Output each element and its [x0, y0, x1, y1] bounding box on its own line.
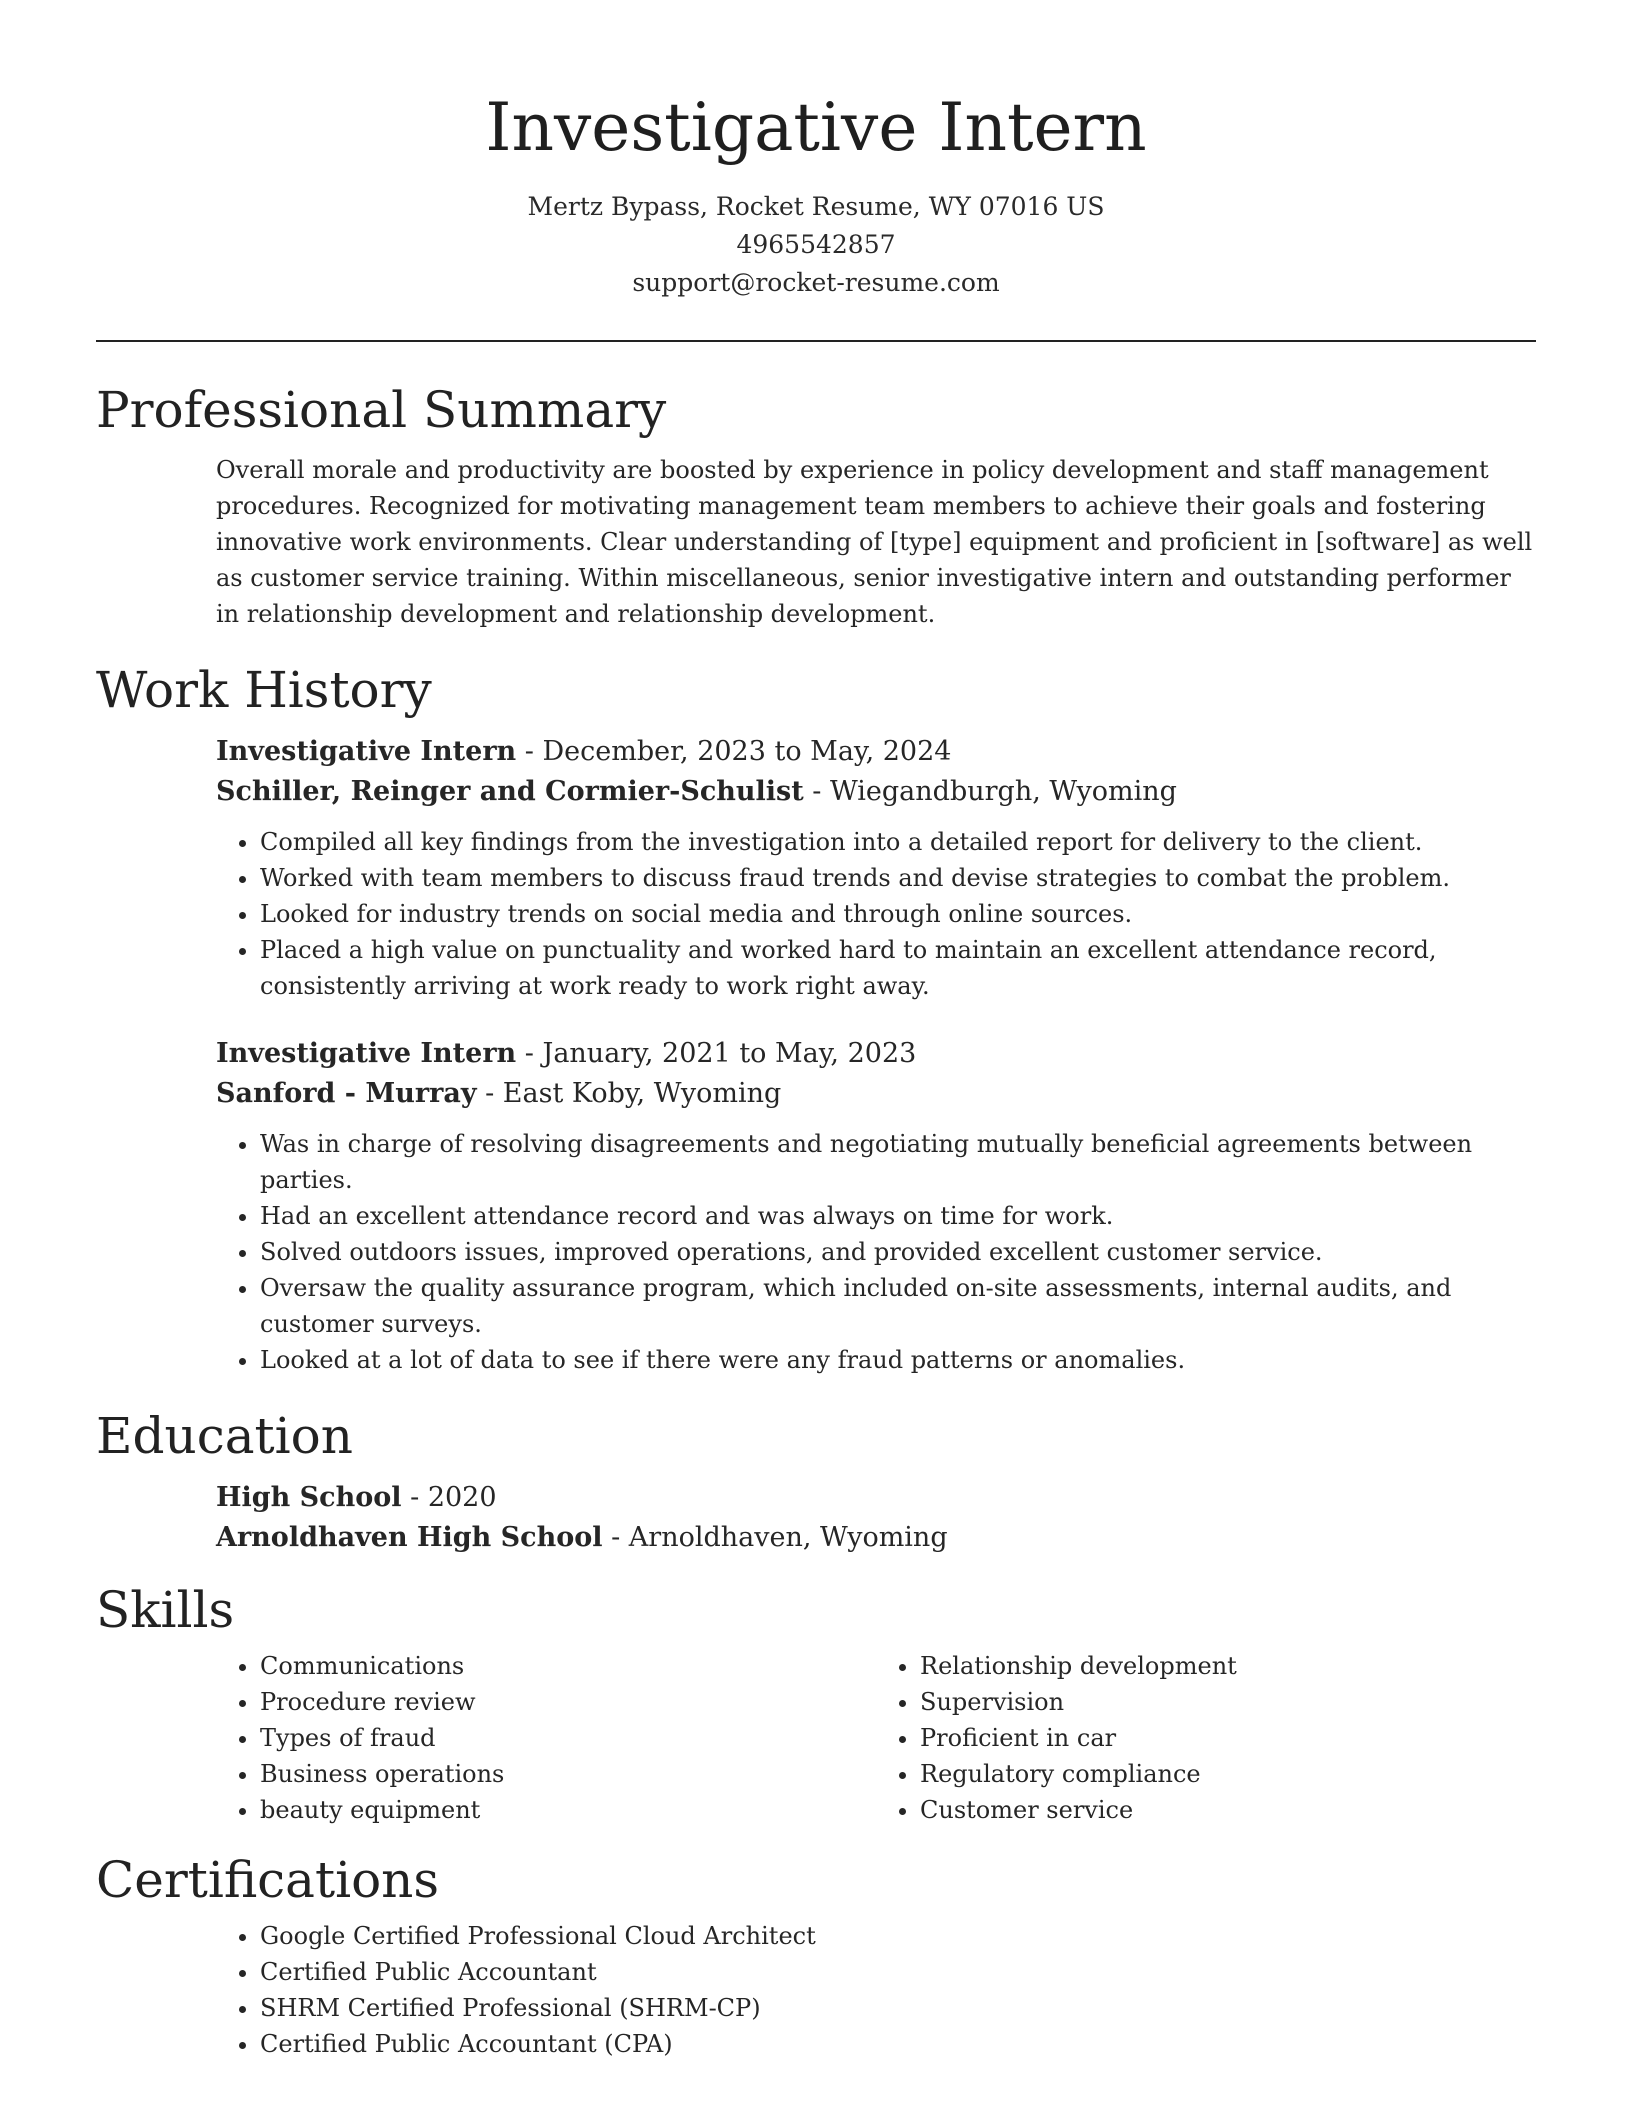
list-item: • Placed a high value on punctuality and worked hard to maintain an excellent attendance record, consistently arriving at work ready to work right away.	[260, 932, 1536, 1004]
education-school-line	[216, 1518, 1536, 1558]
job-entry	[216, 732, 1536, 1004]
candidate-name: Investigative Intern	[485, 89, 1147, 166]
education-location: - Arnoldhaven, Wyoming	[602, 1522, 948, 1553]
job-title-line	[216, 1034, 1536, 1074]
education-degree: High School	[216, 1482, 402, 1513]
summary-heading: Professional Summary	[96, 381, 667, 439]
contact-email: support@rocket-resume.com	[632, 268, 1000, 297]
job-location: - Wiegandburgh, Wyoming	[803, 776, 1177, 807]
contact-phone: 4965542857	[736, 230, 896, 259]
skills-grid	[216, 1648, 1536, 1828]
list-item: • beauty equipment	[260, 1792, 876, 1828]
list-item: • Had an excellent attendance record and was always on time for work.	[260, 1198, 1536, 1234]
education-degree-line	[216, 1478, 1536, 1518]
work-history-section	[96, 658, 1536, 1378]
list-item: • Was in charge of resolving disagreements and negotiating mutually beneficial agreements between parties.	[260, 1126, 1536, 1198]
skills-section	[96, 1578, 1536, 1828]
list-item: • Looked for industry trends on social media and through online sources.	[260, 896, 1536, 932]
list-item: • Supervision	[920, 1684, 1536, 1720]
list-item: • Procedure review	[260, 1684, 876, 1720]
list-item: • Certified Public Accountant (CPA)	[260, 2026, 1536, 2062]
list-item: • Types of fraud	[260, 1720, 876, 1756]
job-company: Sanford - Murray	[216, 1078, 477, 1109]
summary-section	[96, 378, 1536, 632]
list-item: • Proficient in car	[920, 1720, 1536, 1756]
summary-text: Overall morale and productivity are boosted by experience in policy development and staff management procedures. Recognized for motivating management team members to achieve their goals and fostering innovative work environments. Clear understanding of [type] equipment and proficient in [software] as well as customer service training. Within miscellaneous, senior investigative intern and outstanding performer in relationship development and relationship development.	[216, 456, 1533, 628]
list-item: • Certified Public Accountant	[260, 1954, 1536, 1990]
certifications-section	[96, 1848, 1536, 2062]
job-entry	[216, 1034, 1536, 1378]
list-item: • Communications	[260, 1648, 876, 1684]
list-item: • Customer service	[920, 1792, 1536, 1828]
job-location: - East Koby, Wyoming	[476, 1078, 782, 1109]
list-item: • SHRM Certified Professional (SHRM-CP)	[260, 1990, 1536, 2026]
work-history-heading: Work History	[96, 661, 432, 719]
job-bullets	[216, 1126, 1536, 1378]
list-item: • Business operations	[260, 1756, 876, 1792]
job-company-line	[216, 1074, 1536, 1114]
job-dates: - December, 2023 to May, 2024	[516, 736, 952, 767]
job-bullets	[216, 824, 1536, 1004]
job-title-line	[216, 732, 1536, 772]
certifications-list	[216, 1918, 1536, 2062]
list-item: • Worked with team members to discuss fraud trends and devise strategies to combat the problem.	[260, 860, 1536, 896]
education-section	[96, 1404, 1536, 1558]
list-item: • Compiled all key findings from the investigation into a detailed report for delivery to the client.	[260, 824, 1536, 860]
resume-page	[96, 0, 1536, 2062]
resume-header	[96, 0, 1536, 302]
skills-list-right	[876, 1648, 1536, 1828]
job-role: Investigative Intern	[216, 1038, 517, 1069]
certifications-heading: Certifications	[96, 1851, 440, 1909]
list-item: • Oversaw the quality assurance program, which included on-site assessments, internal audits, and customer surveys.	[260, 1270, 1536, 1342]
job-company-line	[216, 772, 1536, 812]
job-dates: - January, 2021 to May, 2023	[516, 1038, 917, 1069]
job-company: Schiller, Reinger and Cormier-Schulist	[216, 776, 804, 807]
list-item: • Looked at a lot of data to see if there were any fraud patterns or anomalies.	[260, 1342, 1536, 1378]
list-item: • Google Certified Professional Cloud Architect	[260, 1918, 1536, 1954]
job-role: Investigative Intern	[216, 736, 517, 767]
education-school: Arnoldhaven High School	[216, 1522, 603, 1553]
list-item: • Relationship development	[920, 1648, 1536, 1684]
education-heading: Education	[96, 1407, 353, 1465]
header-divider	[96, 340, 1536, 342]
list-item: • Regulatory compliance	[920, 1756, 1536, 1792]
education-year: - 2020	[401, 1482, 497, 1513]
skills-list-left	[216, 1648, 876, 1828]
list-item: • Solved outdoors issues, improved operations, and provided excellent customer service.	[260, 1234, 1536, 1270]
contact-address: Mertz Bypass, Rocket Resume, WY 07016 US	[527, 192, 1105, 221]
skills-heading: Skills	[96, 1581, 235, 1639]
